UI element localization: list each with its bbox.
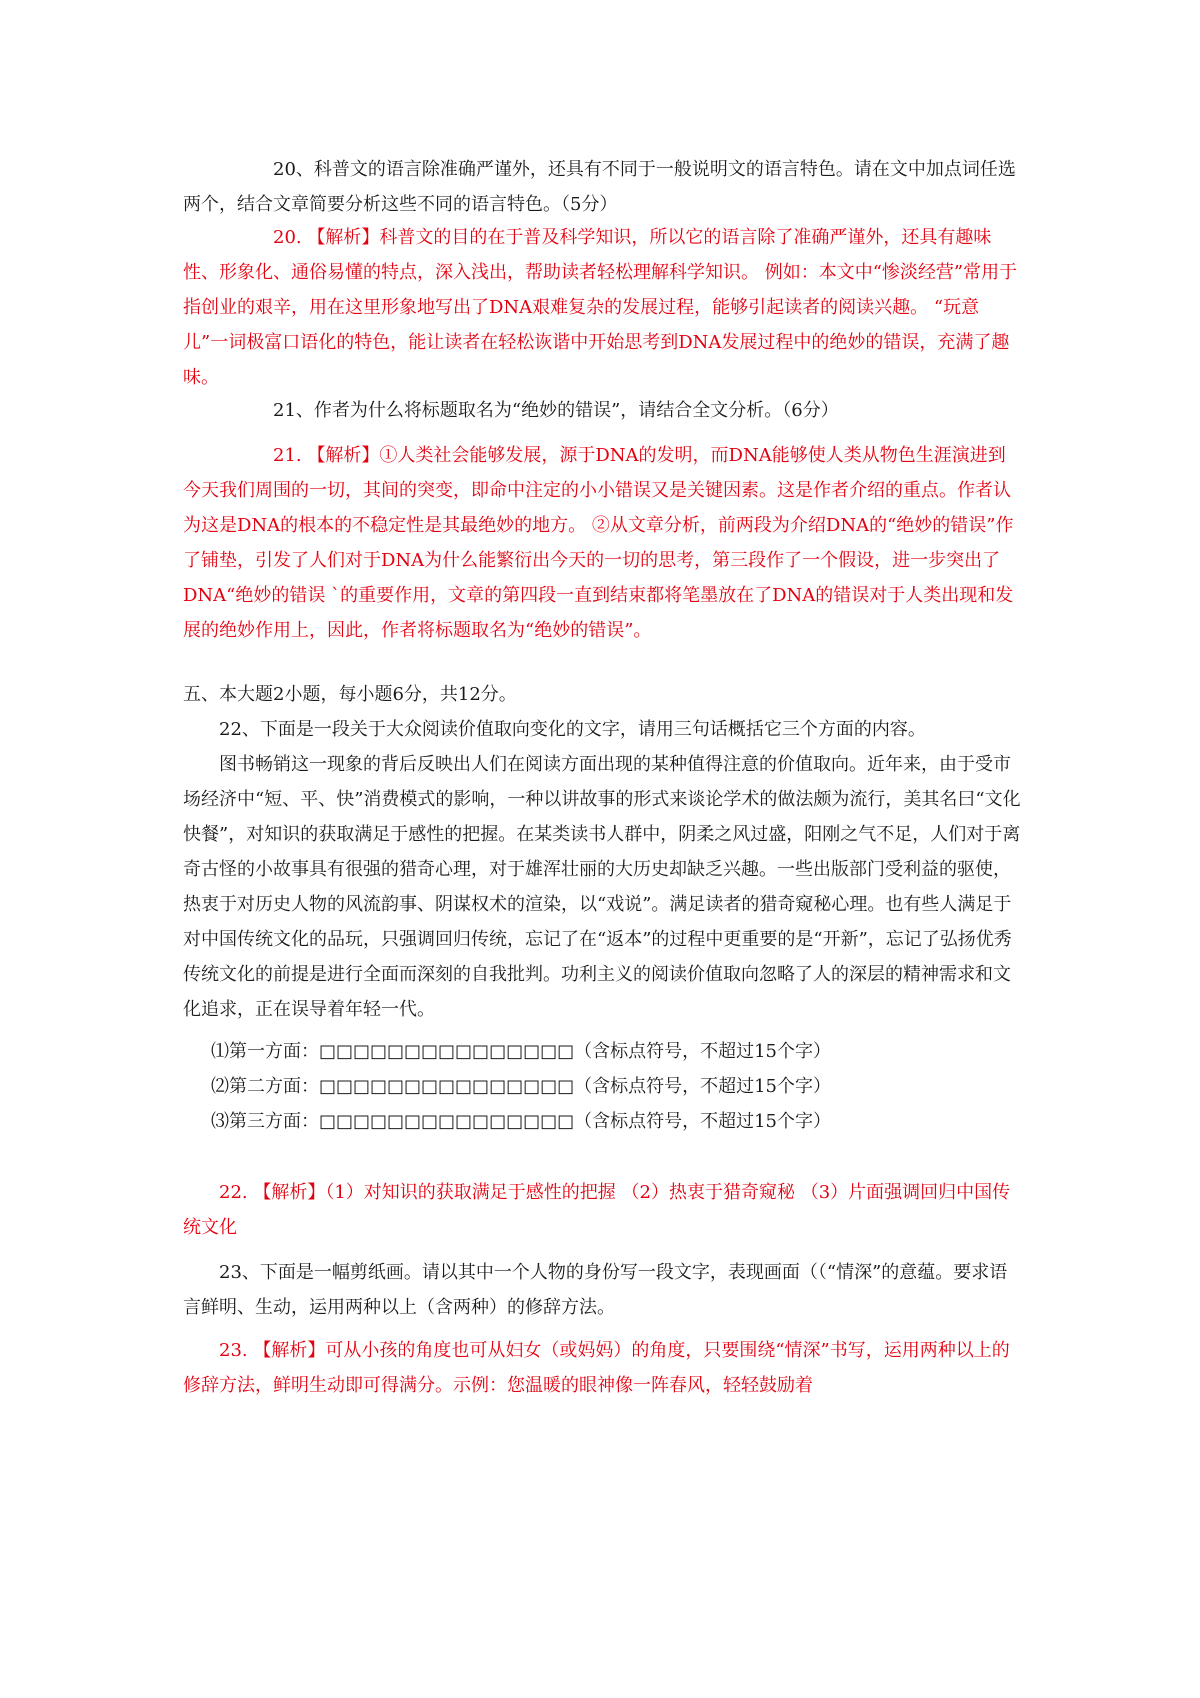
question-23: 23、下面是一幅剪纸画。请以其中一个人物的身份写一段文字，表现画面（（“情深”的意蕴。要求语言鲜明、生动，运用两种以上（含两种）的修辞方法。 — [183, 1262, 1008, 1318]
answer-line-2: ⑵第二方面：□□□□□□□□□□□□□□□（含标点符号，不超过15个字） — [211, 1076, 832, 1097]
answer-22: 22. 【解析】（1）对知识的获取满足于感性的把握 （2）热衷于猎奇窥秘 （3）片面强调回归中国传统文化 — [183, 1182, 1011, 1238]
question-22-items — [183, 1034, 1023, 1139]
answer-21: 21. 【解析】①人类社会能够发展，源于DNA的发明，而DNA能够使人类从物色生涯演进到今天我们周围的一切，其间的突变，即命中注定的小小错误又是关键因素。这是作者介绍的重点。作者认为这是DNA的根本的不稳定性是其最绝妙的地方。 ②从文章分析，前两段为介绍DNA的“绝妙的错误”作了铺垫，引发了人们对于DNA为什么能繁衍出今天的一切的思考，第三段作了一个假设，进一步突出了 DNA“绝妙的错误 `的重要作用，文章的第四段一直到结束都将笔墨放在了DNA的错误对于人类出现和发展的绝妙作用上，因此，作者将标题取名为“绝妙的错误”。 — [183, 445, 1014, 641]
answer-line-1: ⑴第一方面：□□□□□□□□□□□□□□□（含标点符号，不超过15个字） — [211, 1041, 832, 1062]
question-20: 20、科普文的语言除准确严谨外，还具有不同于一般说明文的语言特色。请在文中加点词任选两个，结合文章简要分析这些不同的语言特色。（5分） — [183, 159, 1016, 215]
section-heading-5: 五、本大题2小题，每小题6分，共12分。 — [183, 684, 517, 705]
answer-23: 23. 【解析】可从小孩的角度也可从妇女（或妈妈）的角度，只要围绕“情深”书写，运用两种以上的修辞方法，鲜明生动即可得满分。示例：您温暖的眼神像一阵春风，轻轻鼓励着 — [183, 1340, 1010, 1396]
question-22: 22、下面是一段关于大众阅读价值取向变化的文字，请用三句话概括它三个方面的内容。 — [219, 719, 926, 740]
answer-line-3: ⑶第三方面：□□□□□□□□□□□□□□□（含标点符号，不超过15个字） — [211, 1111, 832, 1132]
question-21: 21、作者为什么将标题取名为“绝妙的错误”，请结合全文分析。（6分） — [273, 400, 839, 421]
answer-20: 20. 【解析】科普文的目的在于普及科学知识，所以它的语言除了准确严谨外，还具有趣味性、形象化、通俗易懂的特点，深入浅出，帮助读者轻松理解科学知识。 例如：本文中“惨淡经营”常用于指创业的艰辛，用在这里形象地写出了DNA艰难复杂的发展过程，能够引起读者的阅读兴趣。 “玩意儿”一词极富口语化的特色，能让读者在轻松诙谐中开始思考到DNA发展过程中的绝妙的错误，充满了趣味。 — [183, 227, 1018, 388]
question-22-passage: 图书畅销这一现象的背后反映出人们在阅读方面出现的某种值得注意的价值取向。近年来，由于受市场经济中“短、平、快”消费模式的影响，一种以讲故事的形式来谈论学术的做法颇为流行，美其名曰“文化快餐”，对知识的获取满足于感性的把握。在某类读书人群中，阴柔之风过盛，阳刚之气不足，人们对于离奇古怪的小故事具有很强的猎奇心理，对于雄浑壮丽的大历史却缺乏兴趣。一些出版部门受利益的驱使，热衷于对历史人物的风流韵事、阴谋权术的渲染，以“戏说”。满足读者的猎奇窥秘心理。也有些人满足于对中国传统文化的品玩，只强调回归传统，忘记了在“返本”的过程中更重要的是“开新”，忘记了弘扬优秀传统文化的前提是进行全面而深刻的自我批判。功利主义的阅读价值取向忽略了人的深层的精神需求和文化追求，正在误导着年轻一代。 — [183, 754, 1021, 1020]
